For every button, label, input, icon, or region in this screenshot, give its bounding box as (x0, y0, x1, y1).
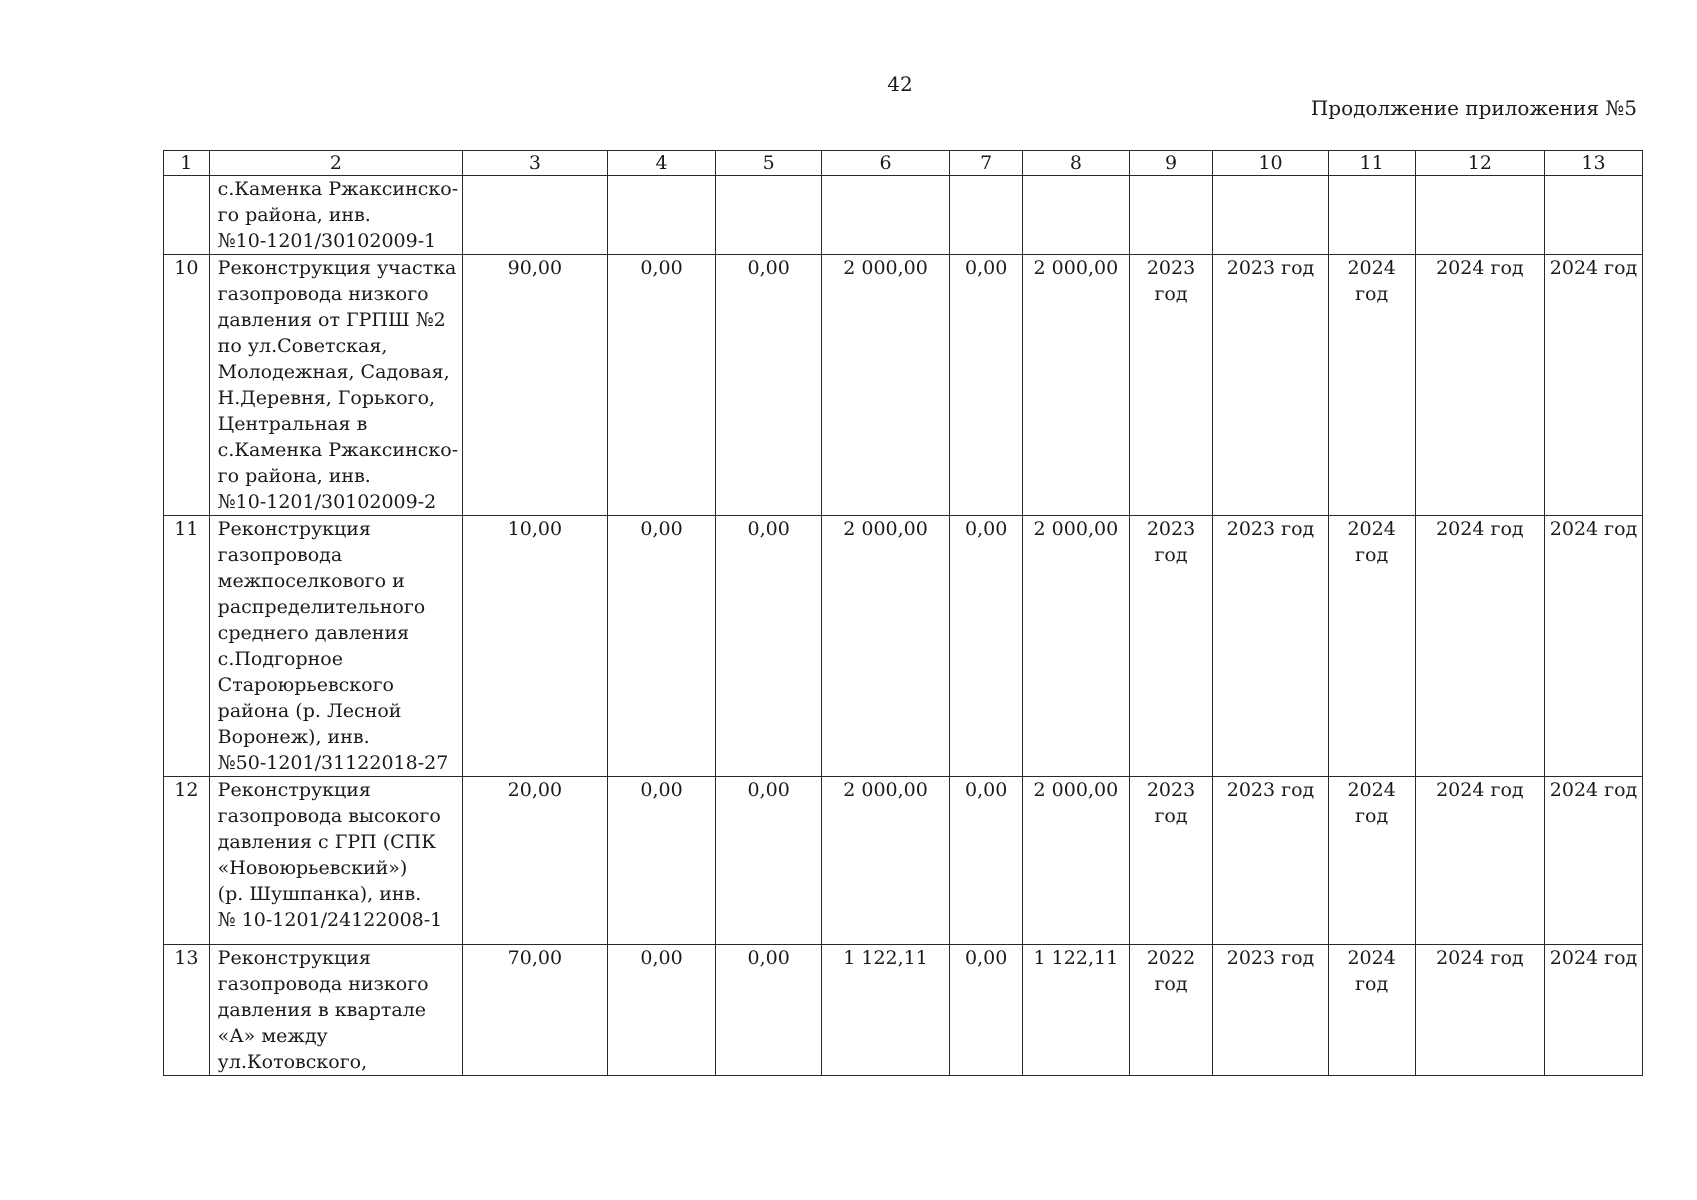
cell-col-6 (821, 176, 949, 255)
column-header-2: 2 (209, 151, 462, 176)
description-line: го района, инв. (217, 465, 371, 487)
description-line: «Новоюрьевский») (217, 857, 408, 879)
cell-col-10: 2023 год (1213, 255, 1328, 516)
description-line: №10-1201/30102009-2 (217, 491, 437, 513)
description-line: Реконструкция (217, 518, 371, 540)
cell-col-12: 2024 год (1415, 945, 1544, 1076)
table-header-row (164, 151, 1643, 176)
description-line: газопровода (217, 544, 343, 566)
table-row (164, 516, 1643, 777)
cell-col-3: 10,00 (463, 516, 608, 777)
row-number (164, 176, 210, 255)
cell-col-9: 2023 год (1129, 516, 1213, 777)
row-number: 10 (164, 255, 210, 516)
object-description (209, 516, 462, 777)
cell-col-12: 2024 год (1415, 516, 1544, 777)
cell-col-5: 0,00 (716, 945, 821, 1076)
cell-col-3 (463, 176, 608, 255)
description-line: «А» между (217, 1025, 328, 1047)
cell-col-9: 2023 год (1129, 255, 1213, 516)
cell-col-9: 2023 год (1129, 777, 1213, 945)
cell-col-12: 2024 год (1415, 255, 1544, 516)
description-line: Центральная в (217, 413, 368, 435)
cell-col-3: 20,00 (463, 777, 608, 945)
table-row (164, 777, 1643, 945)
column-header-6: 6 (821, 151, 949, 176)
cell-col-11 (1328, 176, 1415, 255)
description-line: с.Подгорное (217, 648, 343, 670)
cell-col-7: 0,00 (950, 255, 1023, 516)
object-description (209, 255, 462, 516)
description-line: Реконструкция (217, 947, 371, 969)
description-line: Реконструкция участка (217, 257, 457, 279)
cell-col-5: 0,00 (716, 777, 821, 945)
cell-col-6: 2 000,00 (821, 777, 949, 945)
description-line: межпоселкового и (217, 570, 405, 592)
description-line: №50-1201/31122018-27 (217, 752, 449, 774)
cell-col-7 (950, 176, 1023, 255)
cell-col-11: 2024 год (1328, 777, 1415, 945)
cell-col-9 (1129, 176, 1213, 255)
cell-col-4: 0,00 (607, 255, 716, 516)
column-header-11: 11 (1328, 151, 1415, 176)
appendix-title: Продолжение приложения №5 (1310, 96, 1637, 120)
appendix-table (163, 150, 1643, 1076)
description-line: ул.Котовского, (217, 1051, 368, 1073)
description-line: распределительного (217, 596, 426, 618)
cell-col-3: 70,00 (463, 945, 608, 1076)
cell-col-9: 2022 год (1129, 945, 1213, 1076)
cell-col-5 (716, 176, 821, 255)
cell-col-10: 2023 год (1213, 777, 1328, 945)
cell-col-11: 2024 год (1328, 516, 1415, 777)
cell-col-10: 2023 год (1213, 516, 1328, 777)
cell-col-6: 1 122,11 (821, 945, 949, 1076)
row-number: 13 (164, 945, 210, 1076)
object-description (209, 176, 462, 255)
cell-col-13 (1545, 176, 1643, 255)
object-description (209, 945, 462, 1076)
column-header-5: 5 (716, 151, 821, 176)
description-line: Н.Деревня, Горького, (217, 387, 436, 409)
column-header-1: 1 (164, 151, 210, 176)
description-line: с.Каменка Ржаксинско- (217, 439, 459, 461)
cell-col-13: 2024 год (1545, 777, 1643, 945)
description-line: №10-1201/30102009-1 (217, 230, 437, 252)
description-line: давления от ГРПШ №2 (217, 309, 446, 331)
cell-col-5: 0,00 (716, 516, 821, 777)
column-header-3: 3 (463, 151, 608, 176)
cell-col-8: 1 122,11 (1023, 945, 1130, 1076)
cell-col-6: 2 000,00 (821, 516, 949, 777)
description-line: газопровода высокого (217, 805, 441, 827)
cell-col-10: 2023 год (1213, 945, 1328, 1076)
cell-col-4: 0,00 (607, 945, 716, 1076)
cell-col-8: 2 000,00 (1023, 516, 1130, 777)
cell-col-7: 0,00 (950, 516, 1023, 777)
description-line: Реконструкция (217, 779, 371, 801)
table-row (164, 255, 1643, 516)
description-line: Молодежная, Садовая, (217, 361, 450, 383)
description-line: Староюрьевского (217, 674, 394, 696)
cell-col-11: 2024 год (1328, 255, 1415, 516)
cell-col-10 (1213, 176, 1328, 255)
description-line: по ул.Советская, (217, 335, 388, 357)
description-line: среднего давления (217, 622, 410, 644)
cell-col-12: 2024 год (1415, 777, 1544, 945)
description-line: Воронеж), инв. (217, 726, 370, 748)
cell-col-5: 0,00 (716, 255, 821, 516)
cell-col-13: 2024 год (1545, 945, 1643, 1076)
column-header-13: 13 (1545, 151, 1643, 176)
description-line: газопровода низкого (217, 973, 429, 995)
column-header-4: 4 (607, 151, 716, 176)
cell-col-8 (1023, 176, 1130, 255)
table-row (164, 176, 1643, 255)
column-header-8: 8 (1023, 151, 1130, 176)
description-line: с.Каменка Ржаксинско- (217, 178, 459, 200)
column-header-12: 12 (1415, 151, 1544, 176)
cell-col-4: 0,00 (607, 516, 716, 777)
description-line: давления с ГРП (СПК (217, 831, 436, 853)
description-line: давления в квартале (217, 999, 427, 1021)
page-number: 42 (887, 72, 913, 96)
cell-col-7: 0,00 (950, 945, 1023, 1076)
table-row (164, 945, 1643, 1076)
cell-col-8: 2 000,00 (1023, 777, 1130, 945)
description-line: района (р. Лесной (217, 700, 402, 722)
cell-col-4: 0,00 (607, 777, 716, 945)
cell-col-4 (607, 176, 716, 255)
cell-col-6: 2 000,00 (821, 255, 949, 516)
row-number: 11 (164, 516, 210, 777)
description-line: газопровода низкого (217, 283, 429, 305)
row-number: 12 (164, 777, 210, 945)
cell-col-13: 2024 год (1545, 516, 1643, 777)
cell-col-11: 2024 год (1328, 945, 1415, 1076)
column-header-7: 7 (950, 151, 1023, 176)
cell-col-12 (1415, 176, 1544, 255)
cell-col-8: 2 000,00 (1023, 255, 1130, 516)
column-header-9: 9 (1129, 151, 1213, 176)
cell-col-3: 90,00 (463, 255, 608, 516)
description-line: (р. Шушпанка), инв. (217, 883, 422, 905)
cell-col-13: 2024 год (1545, 255, 1643, 516)
cell-col-7: 0,00 (950, 777, 1023, 945)
column-header-10: 10 (1213, 151, 1328, 176)
description-line: № 10-1201/24122008-1 (217, 909, 443, 931)
description-line: го района, инв. (217, 204, 371, 226)
object-description (209, 777, 462, 945)
